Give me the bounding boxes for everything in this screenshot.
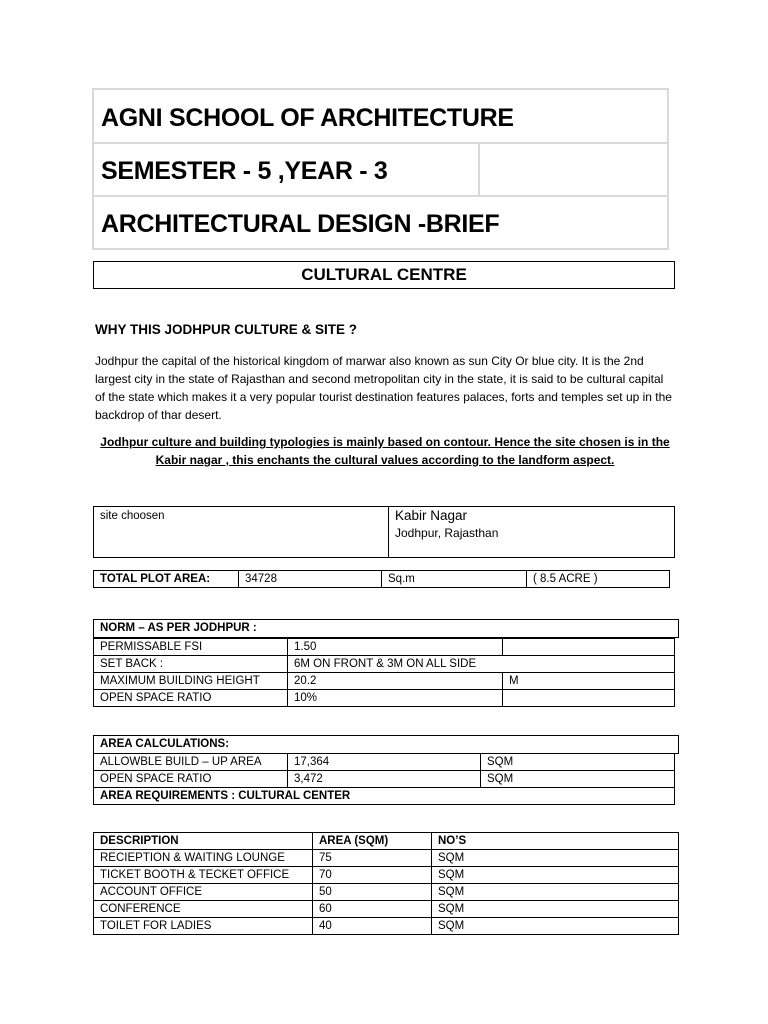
plot-area-acre: ( 8.5 ACRE ) [527, 571, 670, 588]
nos-cell: SQM [432, 918, 679, 935]
area-calc-row [94, 788, 675, 805]
norms-table [93, 638, 675, 707]
norm-label: MAXIMUM BUILDING HEIGHT [94, 673, 288, 690]
area-calc-heading: AREA CALCULATIONS: [94, 736, 679, 754]
header-table [92, 88, 669, 250]
description-cell: TOILET FOR LADIES [94, 918, 313, 935]
area-calc-heading-table [93, 735, 679, 754]
description-cell: TICKET BOOTH & TECKET OFFICE [94, 867, 313, 884]
site-name: Kabir Nagar [395, 508, 468, 523]
site-reason-paragraph: Jodhpur culture and building typologies is mainly based on contour. Hence the site chosen is in the Kabir nagar , this enchants the cultural values according to the landform aspect. [100, 435, 670, 467]
norms-row [94, 639, 675, 656]
area-calc-row [94, 754, 675, 771]
nos-cell: SQM [432, 901, 679, 918]
nos-cell: SQM [432, 867, 679, 884]
norms-row [94, 673, 675, 690]
project-title: CULTURAL CENTRE [93, 261, 675, 289]
description-cell: ACCOUNT OFFICE [94, 884, 313, 901]
description-cell: RECIEPTION & WAITING LOUNGE [94, 850, 313, 867]
header-row-subject [94, 197, 667, 248]
norm-unit [503, 690, 675, 707]
norm-label: PERMISSABLE FSI [94, 639, 288, 656]
norms-row [94, 656, 675, 673]
school-name: AGNI SCHOOL OF ARCHITECTURE [101, 104, 514, 132]
area-cell: 75 [313, 850, 432, 867]
table-row [94, 901, 679, 918]
plot-area-table [93, 570, 670, 588]
area-calc-label: OPEN SPACE RATIO [94, 771, 288, 788]
requirements-header-row [94, 833, 679, 850]
area-cell: 50 [313, 884, 432, 901]
header-row-semester [94, 144, 667, 197]
area-calc-unit: SQM [481, 754, 675, 771]
semester-label: SEMESTER - 5 ,YEAR - 3 [101, 157, 388, 185]
site-value-cell [389, 507, 675, 558]
area-cell: 40 [313, 918, 432, 935]
norm-unit: M [503, 673, 675, 690]
area-calc-table [93, 753, 675, 805]
plot-area-value: 34728 [239, 571, 382, 588]
norm-label: SET BACK : [94, 656, 288, 673]
requirements-table [93, 832, 679, 935]
intro-paragraph: Jodhpur the capital of the historical kingdom of marwar also known as sun City Or blue city. It is the 2nd largest city in the state of Rajasthan and second metropolitan city in the state, it is said to be cultural capital of the state which makes it a very popular tourist destination features palaces, forts and temples set up in the backdrop of thar desert. [95, 354, 672, 422]
norms-heading: NORM – AS PER JODHPUR : [94, 620, 679, 638]
site-location: Jodhpur, Rajasthan [395, 526, 499, 540]
norm-unit [503, 639, 675, 656]
norms-heading-table [93, 619, 679, 638]
plot-area-unit: Sq.m [382, 571, 527, 588]
plot-area-label: TOTAL PLOT AREA: [94, 571, 239, 588]
norm-value: 10% [288, 690, 503, 707]
nos-cell: SQM [432, 850, 679, 867]
why-heading: WHY THIS JODHPUR CULTURE & SITE ? [95, 322, 358, 337]
table-row [94, 850, 679, 867]
norms-row [94, 690, 675, 707]
table-row [94, 867, 679, 884]
site-table [93, 506, 675, 558]
area-calc-label: ALLOWBLE BUILD – UP AREA [94, 754, 288, 771]
area-requirements-label: AREA REQUIREMENTS : CULTURAL CENTER [94, 788, 675, 805]
norm-value: 6M ON FRONT & 3M ON ALL SIDE [288, 656, 675, 673]
norm-value: 20.2 [288, 673, 503, 690]
column-header: NO’S [432, 833, 679, 850]
area-cell: 60 [313, 901, 432, 918]
area-calc-value: 17,364 [288, 754, 481, 771]
area-calc-value: 3,472 [288, 771, 481, 788]
column-header: AREA (SQM) [313, 833, 432, 850]
header-cell-divider [478, 144, 480, 195]
header-row-school [94, 90, 667, 144]
subject-label: ARCHITECTURAL DESIGN -BRIEF [101, 210, 500, 238]
table-row [94, 884, 679, 901]
norm-label: OPEN SPACE RATIO [94, 690, 288, 707]
area-cell: 70 [313, 867, 432, 884]
nos-cell: SQM [432, 884, 679, 901]
column-header: DESCRIPTION [94, 833, 313, 850]
site-label: site choosen [94, 507, 389, 558]
table-row [94, 918, 679, 935]
area-calc-unit: SQM [481, 771, 675, 788]
description-cell: CONFERENCE [94, 901, 313, 918]
norm-value: 1.50 [288, 639, 503, 656]
area-calc-row [94, 771, 675, 788]
